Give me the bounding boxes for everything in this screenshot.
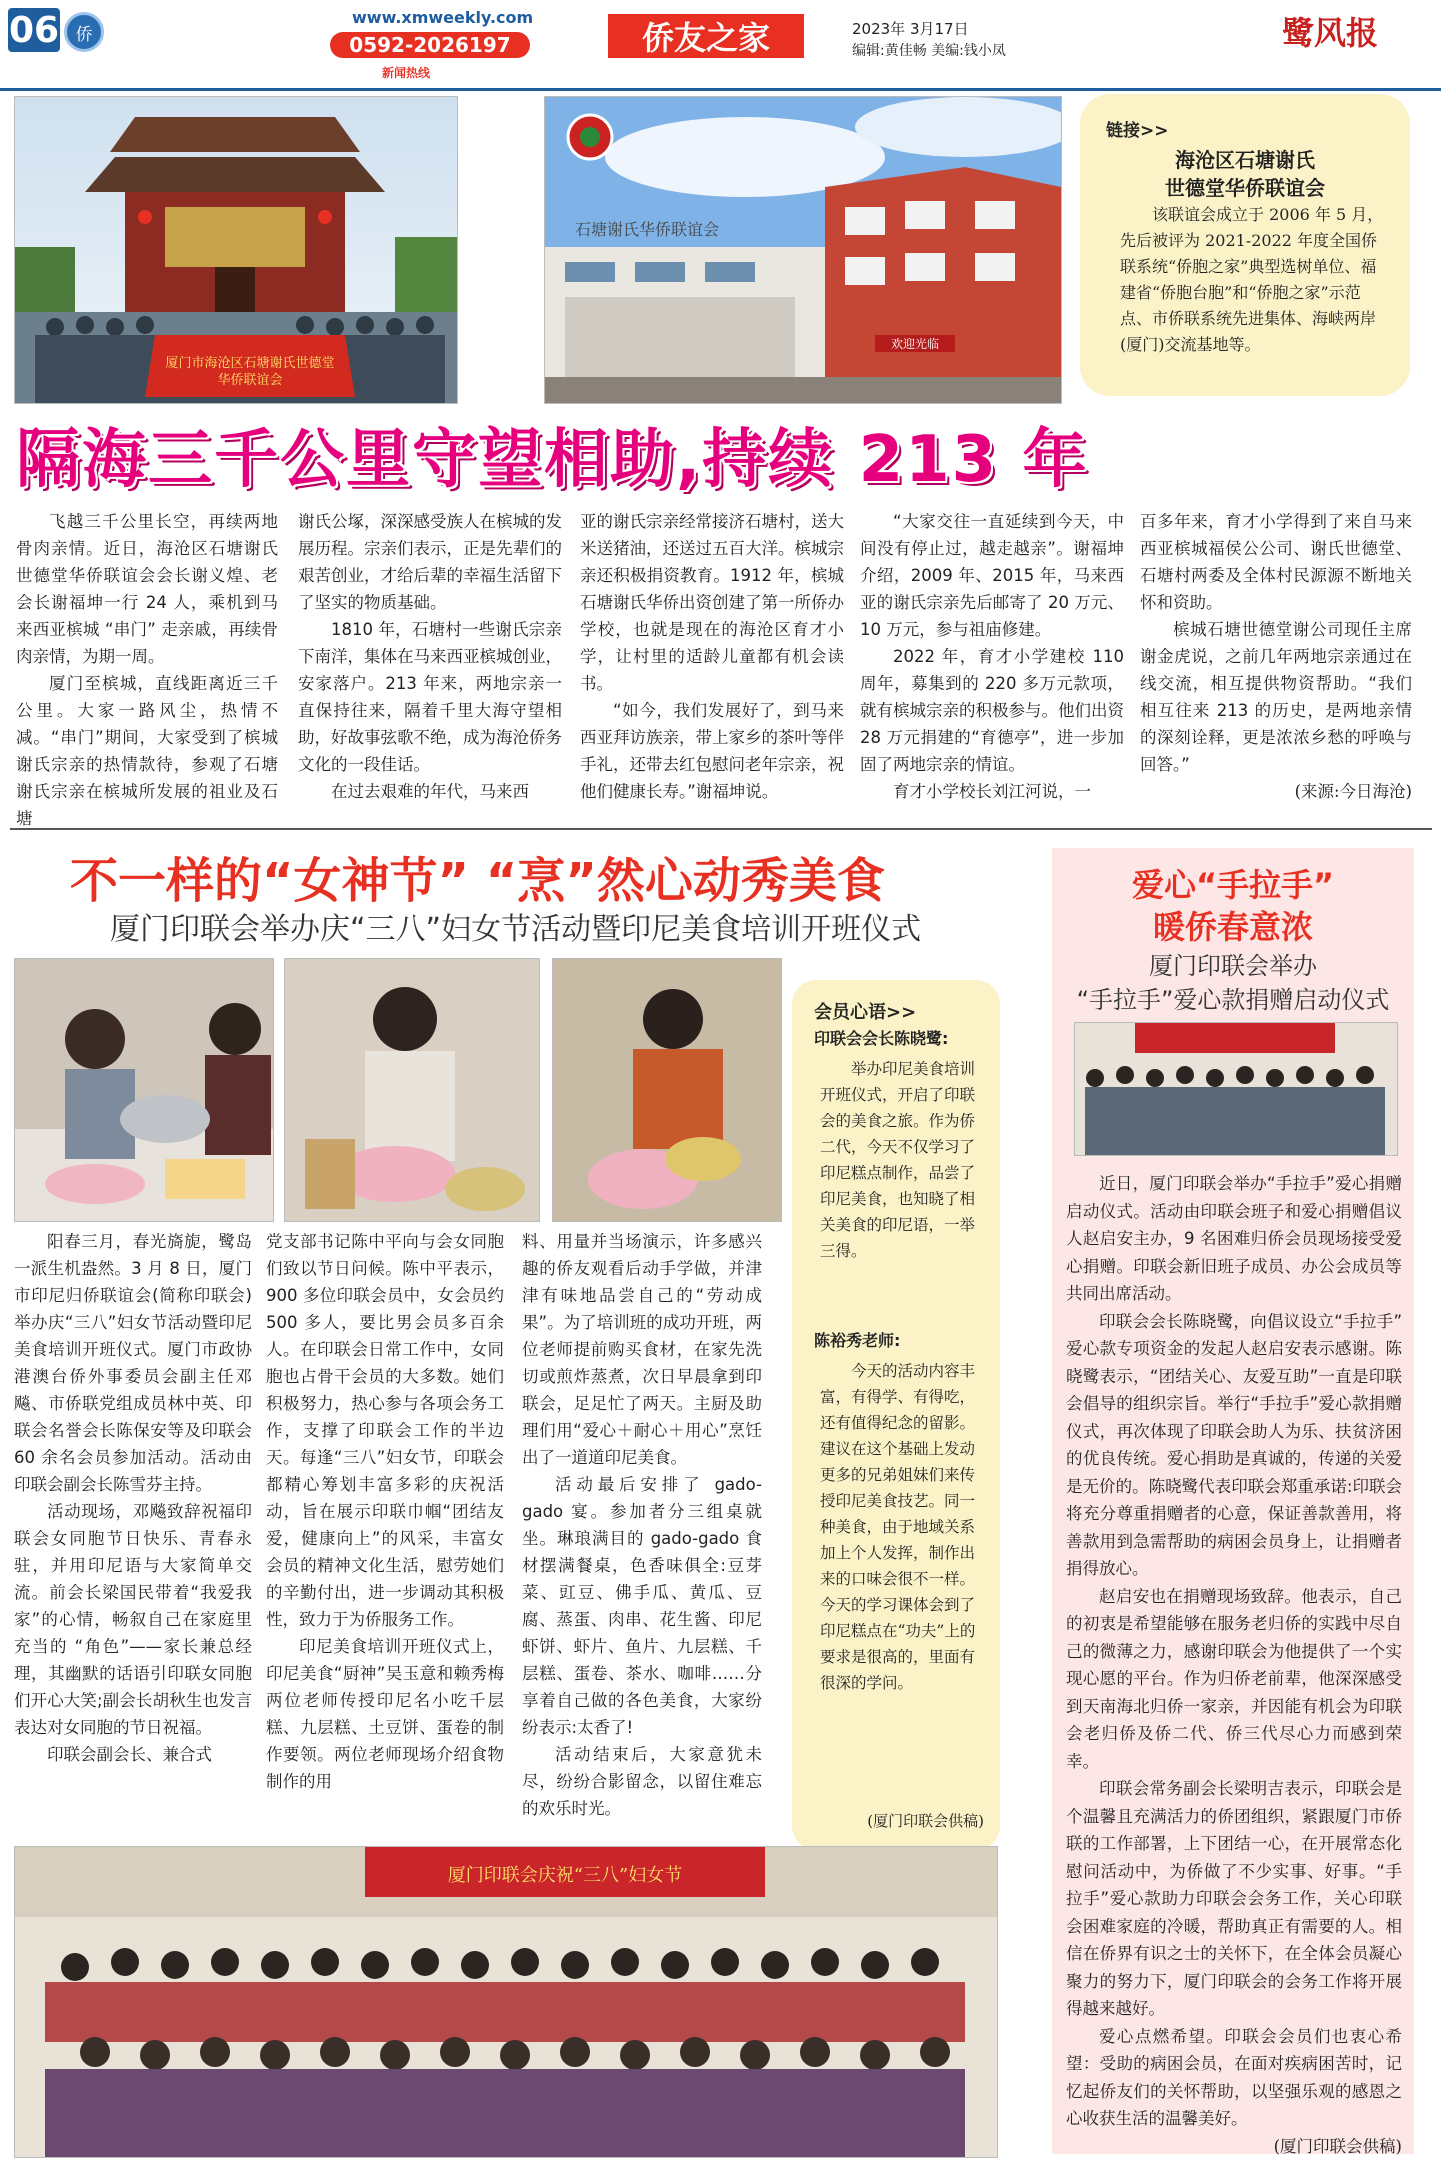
article1-para: 槟城石塘世德堂谢公司现任主席谢金虎说，之前几年两地宗亲通过在线交流，相互提供物资帮助。“我们相互往来 213 的历史，是两地亲情的深刻诠释，更是浓浓乡愁的呼唤与回答。” — [1140, 620, 1412, 774]
temple-photo — [14, 96, 458, 404]
article1-headline: 隔海三千公里守望相助,持续 213 年 — [16, 423, 1089, 497]
article1-para: 亚的谢氏宗亲经常接济石塘村，送大米送猪油，还送过五百大洋。槟城宗亲还积极捐资教育。1912 年，槟城石塘谢氏华侨出资创建了第一所侨办学校，也就是现在的海沧区育才小学，让村里的适龄儿童都有机会读书。 — [580, 512, 844, 693]
article3-para: 近日，厦门印联会举办“手拉手”爱心捐赠启动仪式。活动由印联会班子和爱心捐赠倡议人赵启安主办，9 名困难归侨会员现场接受爱心捐赠。印联会新旧班子成员、办公会成员等共同出席活动。 — [1066, 1174, 1402, 1303]
article1-para: 2022 年，育才小学建校 110 周年，募集到的 220 多万元款项，就有槟城宗亲的积极参与。他们出资 28 万元捐建的“育德亭”，进一步加固了两地宗亲的情谊。 — [860, 647, 1124, 774]
article2-para: 党支部书记陈中平向与会女同胞们致以节日问候。陈中平表示，900 多位印联会员中，女会员约 500 多人，要比男会员多百余人。在印联会日常工作中，女同胞也占骨干会员的大多数。她们积极努力，热心参与各项会务工作，支撑了印联会工作的半边天。每逢“三八”妇女节，印联会都精心筹划丰富多彩的庆祝活动，旨在展示印联巾帼“团结友爱，健康向上”的风采，丰富女会员的精神文化生活，慰劳她们的辛勤付出，进一步调动其积极性，致力于为侨服务工作。 — [266, 1232, 504, 1629]
article1-source: (来源:今日海沧) — [1294, 782, 1412, 801]
paper-logo: 鹭风报 — [1282, 14, 1379, 52]
member-voice-quote1: 举办印尼美食培训开班仪式，开启了印联会的美食之旅。作为侨二代，今天不仅学习了印尼糕点制作，品尝了印尼美食，也知晓了相关美食的印尼语，一举三得。 — [820, 1060, 976, 1260]
article2-col2 — [266, 1228, 504, 1795]
member-voice-name1: 印联会会长陈晓鹭: — [814, 1029, 949, 1048]
article1-para: “大家交往一直延续到今天，中间没有停止过，越走越亲”。谢福坤介绍，2009 年、2015 年，马来西亚的谢氏宗亲先后邮寄了 20 万元、10 万元，参与祖庙修建。 — [860, 512, 1124, 639]
article2-para: 料、用量并当场演示，许多感兴趣的侨友观看后动手学做，并津津有味地品尝自己的“劳动成果”。为了培训班的成功开班，两位老师提前购买食材，在家先洗切或煎炸蒸煮，次日早晨拿到印联会，足足忙了两天。主厨及助理们用“爱心＋耐心＋用心”烹饪出了一道道印尼美食。 — [522, 1232, 762, 1467]
article1-col1 — [16, 508, 278, 832]
article1-para: 飞越三千公里长空，再续两地骨肉亲情。近日，海沧区石塘谢氏世德堂华侨联谊会会长谢义煌、老会长谢福坤一行 24 人，乘机到马来西亚槟城 “串门” 走亲戚，再续骨肉亲情，为期一周。 — [16, 512, 278, 666]
article3-subtitle-line1: 厦门印联会举办 — [1149, 952, 1317, 980]
article2-col1 — [14, 1228, 252, 1768]
article3-title-line1: 爱心“手拉手” — [1131, 866, 1335, 904]
article2-para: 活动结束后，大家意犹未尽，纷纷合影留念，以留住难忘的欢乐时光。 — [522, 1745, 762, 1818]
link-title-line1: 海沧区石塘谢氏 — [1175, 148, 1315, 172]
article1-para: 在过去艰难的年代，马来西 — [331, 782, 529, 801]
member-voice-name2: 陈裕秀老师: — [814, 1331, 901, 1350]
article2-subhead: 厦门印联会举办庆“三八”妇女节活动暨印尼美食培训开班仪式 — [110, 912, 922, 947]
cooking-photo-2 — [284, 958, 540, 1222]
article2-para: 活动现场，邓飚致辞祝福印联会女同胞节日快乐、青春永驻，并用印尼语与大家简单交流。前会长梁国民带着“我爱我家”的心情，畅叙自己在家庭里充当的 “角色”——家长兼总经理，其幽默的话语引印联女同胞们开心大笑;副会长胡秋生也发言表达对女同胞的节日祝福。 — [14, 1502, 252, 1737]
link-label: 链接>> — [1106, 121, 1169, 141]
article2-para: 阳春三月，春光旖旎，鹭岛一派生机盎然。3 月 8 日，厦门市印尼归侨联谊会(简称印联会)举办庆“三八”妇女节活动暨印尼美食培训开班仪式。厦门市政协港澳台侨外事委员会副主任邓飚、市侨联党组成员林中英、印联会名誉会长陈保安等及印联会 60 余名会员参加活动。活动由印联会副会长陈雪芬主持。 — [14, 1232, 252, 1494]
article1-para: 育才小学校长刘江河说，一 — [893, 782, 1091, 801]
issue-date: 2023年 3月17日 — [852, 20, 969, 38]
link-body: 该联谊会成立于 2006 年 5 月，先后被评为 2021-2022 年度全国侨联系统“侨胞之家”典型选树单位、福建省“侨胞台胞”和“侨胞之家”示范点、市侨联系统先进集体、海峡两岸(厦门)交流基地等。 — [1120, 205, 1384, 354]
article3-para: 赵启安也在捐赠现场致辞。他表示，自己的初衷是希望能够在服务老归侨的实践中尽自己的微薄之力，感谢印联会为他提供了一个实现心愿的平台。作为归侨老前辈，他深深感受到天南海北归侨一家亲，并因能有机会为印联会老归侨及侨二代、侨三代尽心力而感到荣幸。 — [1066, 1586, 1402, 1771]
article1-col3 — [580, 508, 844, 805]
site-url[interactable]: www.xmweekly.com — [352, 8, 534, 27]
article1-para: 1810 年，石塘村一些谢氏宗亲下南洋，集体在马来西亚槟城创业，安家落户。213 年来，两地宗亲一直保持往来，隔着千里大海守望相助，好故事弦歌不绝，成为海沧侨务文化的一段佳话。 — [298, 620, 562, 774]
page-number: 06 — [8, 9, 60, 51]
school-door-text: 欢迎光临 — [875, 335, 955, 352]
article3-para: 印联会会长陈晓鹭，向倡议设立“手拉手” 爱心款专项资金的发起人赵启安表示感谢。陈晓鹭表示，“团结关心、友爱互助”一直是印联会倡导的组织宗旨。举行“手拉手”爱心款捐赠仪式，再次体现了印联会助人为乐、扶贫济困的优良传统。爱心捐助是真诚的，传递的关爱是无价的。陈晓鹭代表印联会郑重承诺:印联会将充分尊重捐赠者的心意，保证善款善用，将善款用到急需帮助的病困会员身上，让捐赠者捐得放心。 — [1066, 1311, 1402, 1578]
article2-para: 印联会副会长、兼合式 — [47, 1745, 212, 1764]
article1-para: 百多年来，育才小学得到了来自马来西亚槟城福侯公公司、谢氏世德堂、石塘村两委及全体村民源源不断地关怀和资助。 — [1140, 512, 1412, 612]
article1-para: 谢氏公塚，深深感受族人在槟城的发展历程。宗亲们表示，正是先辈们的艰苦创业，才给后辈的幸福生活留下了坚实的物质基础。 — [298, 512, 562, 612]
section-divider — [10, 828, 1432, 830]
article3-para: 爱心点燃希望。印联会会员们也衷心希望：受助的病困会员，在面对疾病困苦时，记忆起侨友们的关怀帮助，以坚强乐观的感恩之心收获生活的温馨美好。 — [1066, 2026, 1402, 2128]
article3-subtitle-line2: “手拉手”爱心款捐赠启动仪式 — [1076, 986, 1390, 1014]
donation-photo — [1074, 1022, 1398, 1156]
member-voice-source: (厦门印联会供稿) — [867, 1812, 984, 1830]
column-name: 侨友之家 — [608, 14, 804, 58]
member-voice-box — [792, 980, 1000, 1850]
group-photo — [14, 1846, 998, 2158]
article2-para: 印尼美食培训开班仪式上，印尼美食“厨神”吴玉意和赖秀梅两位老师传授印尼名小吃千层糕、九层糕、土豆饼、蛋卷的制作要领。两位老师现场介绍食物制作的用 — [266, 1637, 504, 1791]
hotline-phone: 0592-2026197 — [330, 32, 530, 58]
article2-headline: 不一样的“女神节” “烹”然心动秀美食 — [70, 853, 885, 909]
header-rule — [0, 88, 1441, 91]
article1-col2 — [298, 508, 562, 805]
school-photo — [544, 96, 1062, 404]
school-sign-text: 石塘谢氏华侨联谊会 — [575, 220, 720, 239]
link-info-box — [1080, 94, 1410, 396]
member-voice-quote2: 今天的活动内容丰富，有得学、有得吃，还有值得纪念的留影。建议在这个基础上发动更多的兄弟姐妹们来传授印尼美食技艺。同一种美食，由于地域关系加上个人发挥，制作出来的口味会很不一样。今天的学习课体会到了印尼糕点在“功夫”上的要求是很高的，里面有很深的学问。 — [820, 1362, 976, 1692]
temple-banner-text: 厦门市海沧区石塘谢氏世德堂华侨联谊会 — [165, 356, 335, 388]
page-badge: 侨 — [64, 12, 104, 52]
article3-body — [1066, 1170, 1402, 2160]
article2-para: 活动最后安排了 gado-gado 宴。参加者分三组桌就坐。琳琅满目的 gado-gado 食材摆满餐桌，色香味俱全:豆芽菜、豇豆、佛手瓜、黄瓜、豆腐、蒸蛋、肉串、花生酱、印尼虾饼、虾片、鱼片、九层糕、千层糕、蛋卷、茶水、咖啡……分享着自己做的各色美食，大家纷纷表示:太香了! — [522, 1475, 762, 1737]
cooking-photo-1 — [14, 958, 274, 1222]
hotline-label: 新闻热线 — [382, 66, 431, 80]
article1-col5 — [1140, 508, 1412, 805]
article3-title-line2: 暖侨春意浓 — [1152, 908, 1313, 946]
link-title-line2: 世德堂华侨联谊会 — [1165, 176, 1325, 200]
member-voice-label: 会员心语>> — [814, 1002, 917, 1023]
article1-col4 — [860, 508, 1124, 805]
article1-para: “如今，我们发展好了，到马来西亚拜访族亲，带上家乡的茶叶等伴手礼，还带去红包慰问老年宗亲，祝他们健康长寿。”谢福坤说。 — [580, 701, 844, 801]
editor-credit: 编辑:黄佳畅 美编:钱小凤 — [852, 43, 1006, 59]
cooking-photo-3 — [552, 958, 782, 1222]
group-banner-text: 厦门印联会庆祝“三八”妇女节 — [447, 1865, 683, 1886]
article3-source: (厦门印联会供稿) — [1273, 2136, 1402, 2156]
article3-para: 印联会常务副会长梁明吉表示，印联会是个温馨且充满活力的侨团组织，紧跟厦门市侨联的工作部署，上下团结一心，在开展常态化慰问活动中，为侨做了不少实事、好事。“手拉手”爱心款助力印联会会务工作，关心印联会困难家庭的冷暖，帮助真正有需要的人。相信在侨界有识之士的关怀下，在全体会员凝心聚力的努力下，厦门印联会的会务工作将开展得越来越好。 — [1066, 1779, 1402, 2018]
article2-col3 — [522, 1228, 762, 1822]
article1-para: 厦门至槟城，直线距离近三千公里。大家一路风尘，热情不减。“串门”期间，大家受到了槟城谢氏宗亲的热情款待，参观了石塘谢氏宗亲在槟城所发展的祖业及石塘 — [16, 674, 278, 828]
